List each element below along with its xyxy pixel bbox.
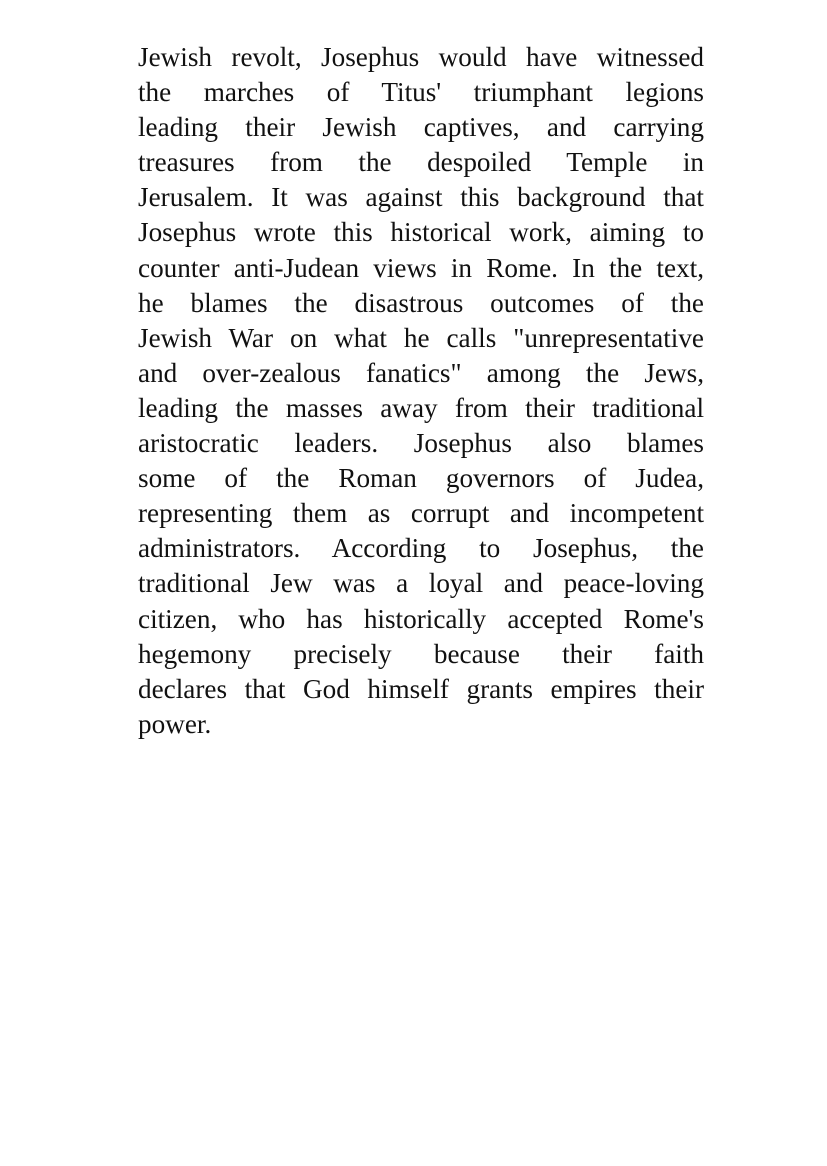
paragraph-line: the marches of Titus' triumphant legions [138,77,704,108]
paragraph-line: declares that God himself grants empires their [138,673,704,704]
paragraph-line: power. [138,708,212,739]
paragraph-line: Jerusalem. It was against this background that [138,182,704,213]
paragraph-line: Jewish revolt, Josephus would have witnessed [138,42,704,72]
paragraph-line: traditional Jew was a loyal and peace-loving [138,568,704,599]
paragraph-line: Josephus wrote this historical work, aiming to [138,217,704,248]
paragraph-line: aristocratic leaders. Josephus also blames [138,428,704,459]
paragraph-line: some of the Roman governors of Judea, [138,463,704,494]
paragraph-line: leading their Jewish captives, and carrying [138,112,704,143]
paragraph-line: counter anti-Judean views in Rome. In the text, [138,252,704,283]
paragraph-line: leading the masses away from their traditional [138,392,704,423]
paragraph-line: Jewish War on what he calls "unrepresentative [138,322,704,353]
paragraph-line: he blames the disastrous outcomes of the [138,287,704,318]
paragraph-line: administrators. According to Josephus, the [138,533,704,564]
paragraph-line: hegemony precisely because their faith [138,638,704,669]
paragraph-line: representing them as corrupt and incompetent [138,498,704,529]
paragraph-line: treasures from the despoiled Temple in [138,147,704,178]
paragraph-line: and over-zealous fanatics" among the Jews, [138,357,704,388]
paragraph-line: citizen, who has historically accepted Rome's [138,603,704,634]
body-paragraph [138,40,704,742]
